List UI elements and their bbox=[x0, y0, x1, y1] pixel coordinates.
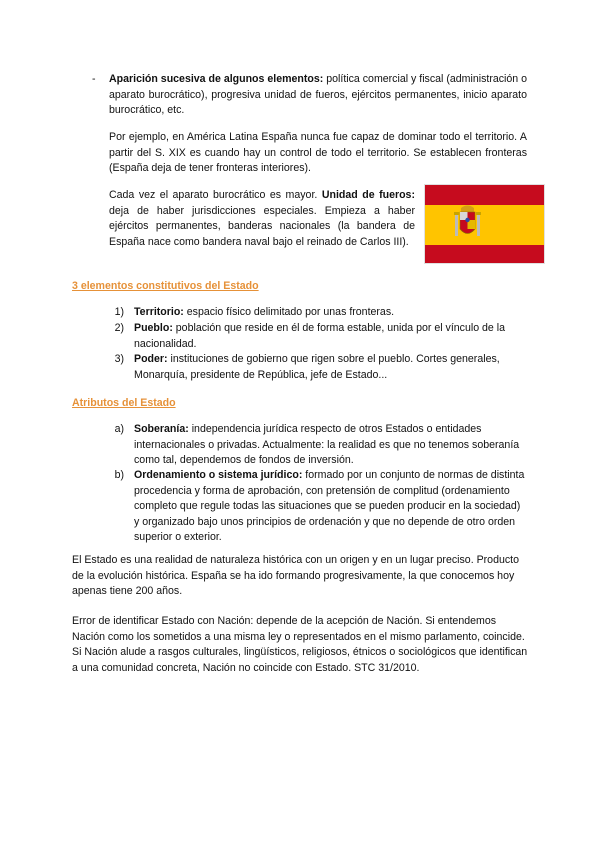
bureaucracy-paragraph bbox=[109, 188, 415, 250]
intro-bold: Aparición sucesiva de algunos elementos: bbox=[109, 73, 324, 85]
state-nation-paragraph: Error de identificar Estado con Nación: depende de la acepción de Nación. Si entendemos Nación como los sometidos a una misma ley o representados en el mismo parlamento, coincide. Si Nación alude a rasgos culturales, lingüísticos, religiosos, étnicos o sociológicos que identifican a una comunidad concreta, Nación no coincide con Estado. STC 31/2010. bbox=[72, 615, 528, 674]
list-item-term: Pueblo: bbox=[134, 322, 173, 334]
list-item-number: 1) bbox=[114, 306, 124, 318]
list-item-text: instituciones de gobierno que rigen sobre el pueblo. Cortes generales, Monarquía, presidente de República, jefe de Estado... bbox=[134, 353, 500, 381]
spain-flag-icon bbox=[425, 185, 545, 264]
spain-flag-image bbox=[424, 184, 545, 264]
list-item-number: 2) bbox=[114, 322, 124, 334]
list-item-term: Territorio: bbox=[134, 306, 184, 318]
list-item-term: Soberanía: bbox=[134, 423, 189, 435]
intro-bullet-mark: - bbox=[92, 73, 96, 85]
list-item-body bbox=[134, 422, 528, 469]
list-item-body bbox=[134, 305, 528, 321]
intro-paragraph bbox=[109, 72, 527, 119]
section-heading-elements: 3 elementos constitutivos del Estado bbox=[72, 280, 259, 292]
list-item-text: formado por un conjunto de normas de distinta procedencia y forma de aprobación, con pretensión de complitud (ordenamiento completo que regule todas las situaciones que se pueden producir en la sociedad) y organizado bajo unos principios de ordenación y que no depende de otro orden superior o exterior. bbox=[134, 469, 525, 543]
intro-text: política comercial y fiscal (administración o aparato burocrático), progresiva unidad de fueros, ejércitos permanentes, inicio aparato burocrático, etc. bbox=[109, 73, 528, 116]
list-item-body bbox=[134, 352, 528, 383]
bureaucracy-bold: Unidad de fueros: bbox=[321, 189, 415, 201]
historical-reality-paragraph: El Estado es una realidad de naturaleza histórica con un origen y en un lugar preciso. Producto de la evolución histórica. España se ha ido formando progresivamente, la que conocemos hoy apenas tiene 200 años. bbox=[72, 554, 519, 597]
list-item-number: 3) bbox=[114, 353, 124, 365]
list-item-body bbox=[134, 468, 528, 546]
list-item-number: a) bbox=[114, 423, 124, 435]
list-item-number: b) bbox=[114, 469, 124, 481]
flag-red-stripe-top bbox=[425, 185, 545, 205]
list-item-text: población que reside en él de forma estable, unida por el vínculo de la nacionalidad. bbox=[134, 322, 506, 350]
list-item-body bbox=[134, 321, 528, 352]
flag-yellow-stripe bbox=[425, 205, 545, 245]
list-item-text: independencia jurídica respecto de otros Estados o entidades internacionales o privadas. Actualmente: la realidad es que no tenemos soberanía como tal, dependemos de fondos de inversión. bbox=[134, 423, 520, 466]
bureaucracy-text: deja de haber jurisdicciones especiales. Empieza a haber ejércitos permanentes, banderas nacionales (la bandera de España nace como bandera naval bajo el reinado de Carlos III). bbox=[109, 204, 415, 248]
list-item-term: Poder: bbox=[134, 353, 168, 365]
bureaucracy-lead: Cada vez el aparato burocrático es mayor. bbox=[109, 189, 322, 201]
example-paragraph: Por ejemplo, en América Latina España nunca fue capaz de dominar todo el territorio. A partir del S. XIX es cuando hay un control de todo el territorio. Se establecen fronteras (España deja de tener fronteras interiores). bbox=[109, 131, 527, 174]
flag-red-stripe-bottom bbox=[425, 245, 545, 264]
list-item-term: Ordenamiento o sistema jurídico: bbox=[134, 469, 303, 481]
section-heading-attributes: Atributos del Estado bbox=[72, 397, 176, 409]
list-item-text: espacio físico delimitado por unas fronteras. bbox=[183, 306, 395, 318]
